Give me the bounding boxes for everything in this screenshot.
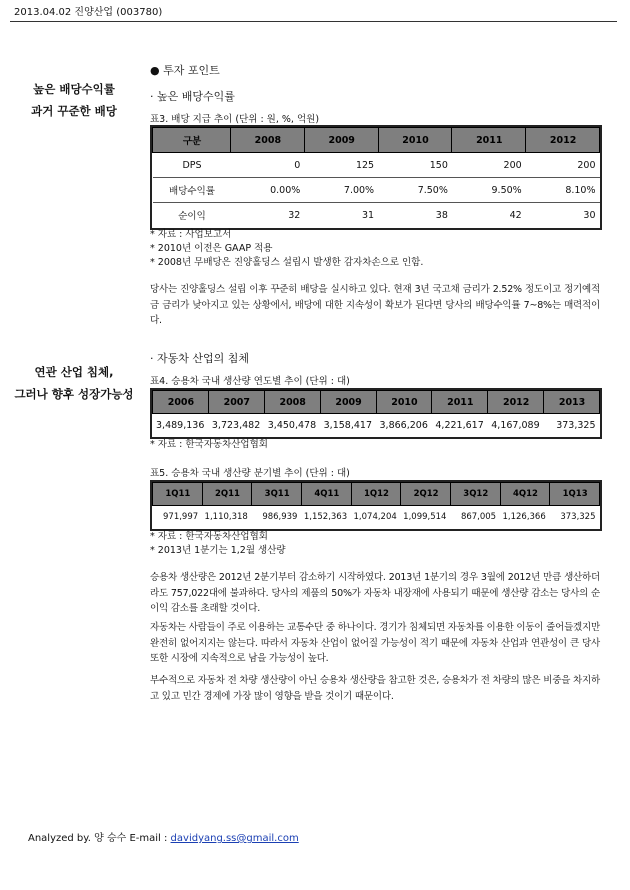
- table-header-cell: 2007: [208, 391, 264, 414]
- quarterly-production-table-frame: [150, 480, 602, 531]
- table-note: * 자료 : 사업보고서: [150, 229, 232, 240]
- table-cell: 3,489,136: [153, 414, 209, 437]
- table-cell: 7.50%: [378, 178, 452, 203]
- side-heading-dividend: [10, 78, 138, 122]
- table-cell: 1,099,514: [401, 506, 451, 529]
- table-cell: 0: [231, 153, 305, 178]
- paragraph: 당사는 진양홀딩스 설립 이후 꾸준히 배당을 실시하고 있다. 현재 3년 국고채 금리가 2.52% 정도이고 정기예적금 금리가 낮아지고 있는 상황에서, 배당에 대한 지속성이 확보가 된다면 당사의 배당수익률 7~8%는 매력적이다.: [150, 284, 600, 326]
- table-header-cell: 2013: [544, 391, 600, 414]
- table-caption: 표5. 승용차 국내 생산량 분기별 추이 (단위 : 대): [150, 468, 350, 479]
- row-label: 순이익: [153, 203, 231, 228]
- table-caption: 표3. 배당 지급 추이 (단위 : 원, %, 억원): [150, 114, 320, 125]
- section-title: ● 투자 포인트: [150, 64, 220, 77]
- table-cell: 150: [378, 153, 452, 178]
- table-header-cell: 1Q11: [153, 483, 203, 506]
- table-cell: 7.00%: [304, 178, 378, 203]
- table-notes: [150, 228, 600, 270]
- table-note: * 2010년 이전은 GAAP 적용: [150, 243, 273, 254]
- table-notes: [150, 530, 600, 558]
- table-header-cell: 2011: [452, 128, 526, 153]
- table-cell: 986,939: [252, 506, 302, 529]
- annual-production-table: [152, 390, 600, 437]
- paragraph: 부수적으로 자동차 전 차량 생산량이 아닌 승용차 생산량을 참고한 것은, 승용차가 전 차량의 많은 비중을 차지하고 있고 민간 경제에 가장 많이 영향을 받을 것이기 때문이다.: [150, 675, 600, 702]
- footer: [28, 829, 299, 844]
- table-cell: 3,158,417: [320, 414, 376, 437]
- table-cell: 1,074,204: [351, 506, 401, 529]
- table-cell: 373,325: [550, 506, 600, 529]
- row-label: 배당수익률: [153, 178, 231, 203]
- table-header-cell: 2008: [264, 391, 320, 414]
- table-note: * 2013년 1분기는 1,2월 생산량: [150, 545, 286, 556]
- table-header-cell: 구분: [153, 128, 231, 153]
- side-heading-industry: [10, 361, 138, 405]
- table-cell: 1,110,318: [202, 506, 252, 529]
- dividend-table-frame: [150, 125, 602, 230]
- page-header: 2013.04.02 진양산업 (003780): [10, 5, 617, 22]
- table-header-cell: 4Q11: [301, 483, 351, 506]
- side-heading-line: 그러나 향후 성장가능성: [14, 387, 134, 401]
- table-cell: 1,126,366: [500, 506, 550, 529]
- annual-production-table-frame: [150, 388, 602, 439]
- table-header-cell: 2009: [304, 128, 378, 153]
- table-cell: 373,325: [544, 414, 600, 437]
- table-header-cell: 2008: [231, 128, 305, 153]
- table-row: [153, 203, 600, 228]
- table-header-cell: 2010: [378, 128, 452, 153]
- table-note: * 2008년 무배당은 진양홀딩스 설립시 발생한 감자차손으로 인함.: [150, 257, 424, 268]
- table-cell: 125: [304, 153, 378, 178]
- table-header-cell: 3Q11: [252, 483, 302, 506]
- paragraph: 승용차 생산량은 2012년 2분기부터 감소하기 시작하였다. 2013년 1분기의 경우 3월에 2012년 만큼 생산하더라도 757,022대에 불과하다. 당사의 제품의 50%가 자동차 내장재에 사용되기 때문에 생산량 감소는 당사의 순이익 감소를 초래할 것이다.: [150, 572, 600, 614]
- table-header-cell: 2012: [488, 391, 544, 414]
- table-row: [153, 178, 600, 203]
- table-cell: 30: [526, 203, 600, 228]
- table-cell: 1,152,363: [301, 506, 351, 529]
- quarterly-production-table: [152, 482, 600, 529]
- table-header-cell: 2009: [320, 391, 376, 414]
- subsection-title: · 자동차 산업의 침체: [150, 352, 249, 365]
- table-header-cell: 2Q11: [202, 483, 252, 506]
- table-cell: 32: [231, 203, 305, 228]
- subsection-title: · 높은 배당수익률: [150, 90, 235, 103]
- table-row: [153, 153, 600, 178]
- paragraph: 자동차는 사람들이 주로 이용하는 교통수단 중 하나이다. 경기가 침체되면 자동차를 이용한 이동이 줄어들겠지만 완전히 없어지지는 않는다. 따라서 자동차 산업이 없어질 가능성이 적기 때문에 자동차 산업과 연관성이 큰 당사 또한 시장에 지속적으로 남을 가능성이 높다.: [150, 622, 600, 664]
- table-cell: 4,221,617: [432, 414, 488, 437]
- side-heading-line: 과거 꾸준한 배당: [31, 104, 117, 118]
- table-note: * 자료 : 한국자동차산업협회: [150, 439, 268, 450]
- table-cell: 42: [452, 203, 526, 228]
- table-cell: 31: [304, 203, 378, 228]
- table-header-cell: 4Q12: [500, 483, 550, 506]
- table-cell: 8.10%: [526, 178, 600, 203]
- table-cell: 3,723,482: [208, 414, 264, 437]
- author-email-link[interactable]: davidyang.ss@gmail.com: [170, 833, 299, 844]
- side-heading-line: 연관 산업 침체,: [34, 365, 114, 379]
- table-row: [153, 506, 600, 529]
- side-heading-line: 높은 배당수익률: [33, 82, 115, 96]
- table-cell: 9.50%: [452, 178, 526, 203]
- table-cell: 4,167,089: [488, 414, 544, 437]
- table-cell: 38: [378, 203, 452, 228]
- table-cell: 200: [452, 153, 526, 178]
- table-header-cell: 2006: [153, 391, 209, 414]
- table-caption: 표4. 승용차 국내 생산량 연도별 추이 (단위 : 대): [150, 376, 350, 387]
- table-header-cell: 2010: [376, 391, 432, 414]
- table-cell: 3,866,206: [376, 414, 432, 437]
- dividend-table: [152, 127, 600, 228]
- table-cell: 0.00%: [231, 178, 305, 203]
- table-row: [153, 414, 600, 437]
- table-header-cell: 2012: [526, 128, 600, 153]
- table-cell: 971,997: [153, 506, 203, 529]
- row-label: DPS: [153, 153, 231, 178]
- table-note: * 자료 : 한국자동차산업협회: [150, 531, 268, 542]
- table-cell: 200: [526, 153, 600, 178]
- footer-author: Analyzed by. 양 승수 E-mail :: [28, 833, 171, 844]
- table-notes: [150, 438, 600, 452]
- table-cell: 867,005: [450, 506, 500, 529]
- table-header-cell: 2Q12: [401, 483, 451, 506]
- table-header-cell: 1Q12: [351, 483, 401, 506]
- table-header-cell: 1Q13: [550, 483, 600, 506]
- table-cell: 3,450,478: [264, 414, 320, 437]
- table-header-cell: 3Q12: [450, 483, 500, 506]
- table-header-cell: 2011: [432, 391, 488, 414]
